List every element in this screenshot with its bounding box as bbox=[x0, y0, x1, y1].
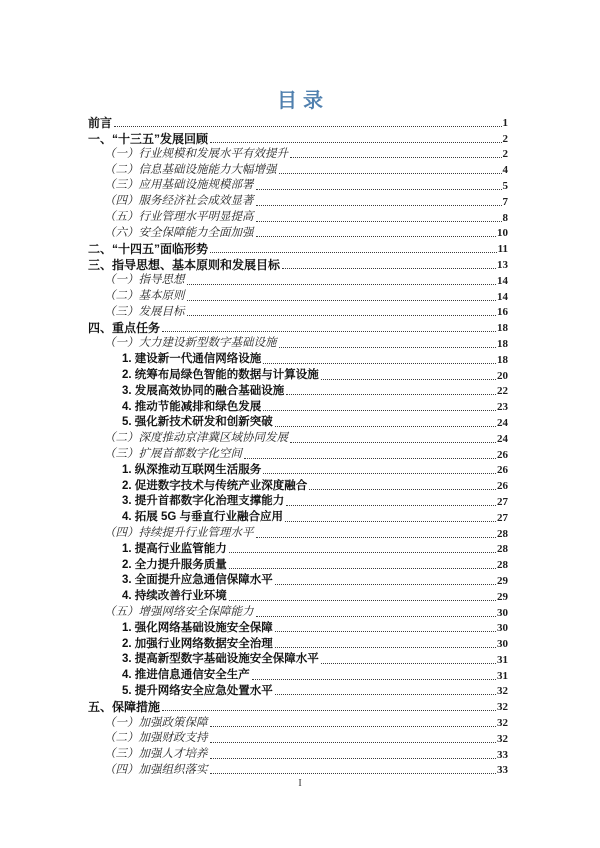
toc-entry-label: 4. 持续改善行业环境 bbox=[122, 590, 227, 603]
toc-leader-dots bbox=[290, 157, 502, 158]
toc-entry-label: （五）增强网络安全保障能力 bbox=[104, 606, 254, 618]
page-footer-number: I bbox=[298, 778, 302, 789]
toc-leader-dots bbox=[210, 252, 497, 253]
toc-leader-dots bbox=[290, 442, 496, 443]
toc-entry-label: （三）发展目标 bbox=[104, 305, 185, 318]
toc-entry-label: （三）应用基础设施规模部署 bbox=[104, 179, 254, 192]
toc-entry bbox=[88, 256, 508, 272]
toc-entry bbox=[88, 509, 508, 525]
toc-title: 目录 bbox=[277, 90, 329, 112]
toc-entry-label: 2. 全力提升服务质量 bbox=[122, 558, 227, 571]
toc-entry-label: （二）加强财政支持 bbox=[104, 732, 208, 745]
toc-entry bbox=[88, 335, 508, 351]
toc-leader-dots bbox=[286, 505, 496, 506]
toc-entry-label: 四、重点任务 bbox=[88, 321, 161, 336]
toc-leader-dots bbox=[229, 600, 496, 601]
toc-entry-page-number: 20 bbox=[497, 369, 508, 382]
toc-entry-page-number: 28 bbox=[497, 543, 508, 556]
toc-leader-dots bbox=[256, 221, 502, 222]
toc-entry-page-number: 32 bbox=[497, 732, 508, 745]
toc-entry-page-number: 10 bbox=[497, 227, 508, 240]
toc-entry bbox=[88, 319, 508, 335]
toc-entry-page-number: 31 bbox=[497, 669, 508, 682]
toc-entry-page-number: 32 bbox=[497, 701, 508, 714]
toc-entry-label: 2. 加强行业网络数据安全治理 bbox=[122, 637, 273, 650]
toc-entry-label: （一）大力建设新型数字基础设施 bbox=[104, 337, 277, 350]
toc-entry-page-number: 1 bbox=[502, 116, 508, 129]
toc-entry bbox=[88, 714, 508, 730]
toc-leader-dots bbox=[162, 710, 496, 711]
toc-entry-page-number: 30 bbox=[497, 622, 508, 635]
toc-leader-dots bbox=[210, 773, 497, 774]
toc-entry-page-number: 33 bbox=[497, 748, 508, 761]
toc-leader-dots bbox=[256, 616, 497, 617]
toc-entry bbox=[88, 383, 508, 399]
toc-leader-dots bbox=[286, 394, 496, 395]
toc-entry-label: 4. 推进信息通信安全生产 bbox=[122, 669, 250, 682]
toc-entry bbox=[88, 146, 508, 162]
toc-entry bbox=[88, 240, 508, 256]
toc-entry bbox=[88, 414, 508, 430]
toc-entry-label: 1. 提高行业监管能力 bbox=[122, 542, 227, 555]
toc-entry bbox=[88, 193, 508, 209]
toc-entry-page-number: 24 bbox=[497, 416, 508, 429]
toc-entry-page-number: 26 bbox=[497, 480, 508, 493]
toc-entry bbox=[88, 351, 508, 367]
toc-entry bbox=[88, 525, 508, 541]
toc-leader-dots bbox=[187, 284, 497, 285]
toc-entry-page-number: 23 bbox=[497, 401, 508, 414]
toc-entry bbox=[88, 635, 508, 651]
toc-entry-label: 3. 提升首都数字化治理支撑能力 bbox=[122, 495, 285, 508]
toc-leader-dots bbox=[275, 584, 496, 585]
toc-entry-page-number: 28 bbox=[497, 527, 508, 540]
toc-entry-page-number: 14 bbox=[497, 290, 508, 303]
toc-entry-label: 3. 提高新型数字基础设施安全保障水平 bbox=[122, 653, 319, 666]
toc-entry-label: 五、保障措施 bbox=[88, 700, 161, 715]
toc-entry-page-number: 33 bbox=[497, 764, 508, 777]
toc-entry bbox=[88, 493, 508, 509]
toc-entry-page-number: 32 bbox=[497, 717, 508, 730]
toc-leader-dots bbox=[275, 631, 496, 632]
toc-leader-dots bbox=[275, 426, 496, 427]
toc-leader-dots bbox=[162, 331, 496, 332]
toc-entry bbox=[88, 398, 508, 414]
toc-leader-dots bbox=[187, 300, 497, 301]
toc-leader-dots bbox=[256, 205, 502, 206]
toc-entry-label: 1. 建设新一代通信网络设施 bbox=[122, 353, 262, 366]
toc-entry-page-number: 18 bbox=[497, 353, 508, 366]
toc-entry-label: （四）服务经济社会成效显著 bbox=[104, 195, 254, 208]
toc-entry-page-number: 30 bbox=[497, 606, 508, 619]
toc-entry-label: （一）加强政策保障 bbox=[104, 716, 208, 729]
toc-leader-dots bbox=[263, 410, 496, 411]
toc-entry-page-number: 18 bbox=[497, 337, 508, 350]
toc-leader-dots bbox=[279, 173, 502, 174]
toc-entry-label: 4. 推动节能减排和绿色发展 bbox=[122, 400, 262, 413]
toc-leader-dots bbox=[256, 189, 502, 190]
toc-entry-page-number: 16 bbox=[497, 306, 508, 319]
toc-entry-label: 一、“十三五”发展回顾 bbox=[88, 131, 209, 146]
toc-entry-label: （五）行业管理水平明显提高 bbox=[104, 211, 254, 224]
toc-entry bbox=[88, 620, 508, 636]
toc-leader-dots bbox=[321, 663, 496, 664]
toc-leader-dots bbox=[256, 537, 497, 538]
toc-entry-page-number: 13 bbox=[497, 258, 508, 271]
toc-entry-label: 前言 bbox=[88, 115, 113, 130]
toc-entry-label: （三）扩展首都数字化空间 bbox=[104, 448, 242, 461]
toc-entry-label: （一）指导思想 bbox=[104, 274, 185, 287]
toc-entry-label: 5. 提升网络安全应急处置水平 bbox=[122, 684, 273, 697]
toc-entry bbox=[88, 698, 508, 714]
toc-entry bbox=[88, 604, 508, 620]
toc-entry bbox=[88, 114, 508, 130]
toc-entry bbox=[88, 225, 508, 241]
toc-entry bbox=[88, 556, 508, 572]
toc-entry-page-number: 5 bbox=[502, 179, 508, 192]
toc-entry-label: 2. 促进数字技术与传统产业深度融合 bbox=[122, 479, 308, 492]
toc-entry-label: （二）基本原则 bbox=[104, 290, 185, 303]
toc-entry-label: （一）行业规模和发展水平有效提升 bbox=[104, 147, 288, 160]
toc-entry-label: 1. 纵深推动互联网生活服务 bbox=[122, 463, 262, 476]
toc-entry-page-number: 4 bbox=[502, 164, 508, 177]
toc-leader-dots bbox=[321, 379, 496, 380]
toc-leader-dots bbox=[263, 363, 496, 364]
toc-entry bbox=[88, 572, 508, 588]
toc-entry bbox=[88, 762, 508, 778]
toc-entry-label: （六）安全保障能力全面加强 bbox=[104, 226, 254, 239]
toc-leader-dots bbox=[187, 315, 497, 316]
toc-entry bbox=[88, 304, 508, 320]
toc-entry-page-number: 32 bbox=[497, 685, 508, 698]
toc-leader-dots bbox=[256, 236, 497, 237]
toc-leader-dots bbox=[210, 742, 497, 743]
toc-entry-label: 二、“十四五”面临形势 bbox=[88, 242, 209, 257]
toc-leader-dots bbox=[282, 268, 496, 269]
toc-entry-page-number: 30 bbox=[497, 638, 508, 651]
toc-entry bbox=[88, 430, 508, 446]
toc-leader-dots bbox=[210, 726, 497, 727]
toc-entry bbox=[88, 651, 508, 667]
toc-entry-page-number: 2 bbox=[502, 132, 508, 145]
toc-entry-label: 三、指导思想、基本原则和发展目标 bbox=[88, 257, 281, 272]
toc-entry bbox=[88, 462, 508, 478]
toc-leader-dots bbox=[285, 521, 496, 522]
toc-entry-page-number: 29 bbox=[497, 590, 508, 603]
toc-entry bbox=[88, 667, 508, 683]
toc-entry bbox=[88, 541, 508, 557]
toc-entry-label: （四）持续提升行业管理水平 bbox=[104, 527, 254, 540]
toc-entry bbox=[88, 209, 508, 225]
toc-leader-dots bbox=[210, 142, 501, 143]
toc-entry bbox=[88, 446, 508, 462]
toc-entry-page-number: 11 bbox=[497, 243, 508, 256]
toc-entry-page-number: 24 bbox=[497, 432, 508, 445]
toc-leader-dots bbox=[252, 679, 496, 680]
toc-entry bbox=[88, 130, 508, 146]
toc-entry-label: 2. 统筹布局绿色智能的数据与计算设施 bbox=[122, 369, 319, 382]
toc-leader-dots bbox=[275, 694, 496, 695]
toc-entry bbox=[88, 288, 508, 304]
toc-leader-dots bbox=[263, 473, 496, 474]
toc-entry-page-number: 18 bbox=[497, 322, 508, 335]
toc-leader-dots bbox=[244, 458, 496, 459]
toc-leader-dots bbox=[210, 758, 497, 759]
toc-entry-page-number: 27 bbox=[497, 511, 508, 524]
toc-entry-page-number: 14 bbox=[497, 274, 508, 287]
toc-entry-label: 4. 拓展 5G 与垂直行业融合应用 bbox=[122, 511, 284, 524]
toc-entry bbox=[88, 588, 508, 604]
toc-entry-label: （四）加强组织落实 bbox=[104, 763, 208, 776]
toc-entry bbox=[88, 683, 508, 699]
toc-leader-dots bbox=[229, 568, 496, 569]
toc-entry-page-number: 8 bbox=[502, 211, 508, 224]
toc-entry bbox=[88, 367, 508, 383]
toc-entry-label: 3. 发展高效协同的融合基础设施 bbox=[122, 384, 285, 397]
toc-leader-dots bbox=[275, 647, 496, 648]
toc-entry bbox=[88, 161, 508, 177]
toc-entry bbox=[88, 177, 508, 193]
toc-entry-label: （二）深度推动京津冀区域协同发展 bbox=[104, 432, 288, 445]
toc-entry-label: （二）信息基础设施能力大幅增强 bbox=[104, 163, 277, 176]
toc-entry bbox=[88, 746, 508, 762]
toc-entry bbox=[88, 477, 508, 493]
toc-entry-label: 1. 强化网络基础设施安全保障 bbox=[122, 621, 273, 634]
toc-leader-dots bbox=[279, 347, 497, 348]
toc-list bbox=[88, 114, 508, 777]
toc-entry-label: 3. 全面提升应急通信保障水平 bbox=[122, 574, 273, 587]
toc-entry-label: （三）加强人才培养 bbox=[104, 748, 208, 761]
toc-entry-page-number: 31 bbox=[497, 653, 508, 666]
toc-entry-page-number: 2 bbox=[502, 148, 508, 161]
toc-entry-page-number: 27 bbox=[497, 495, 508, 508]
toc-leader-dots bbox=[114, 126, 501, 127]
toc-entry bbox=[88, 730, 508, 746]
toc-entry-page-number: 7 bbox=[502, 195, 508, 208]
toc-leader-dots bbox=[229, 552, 496, 553]
toc-entry-page-number: 29 bbox=[497, 574, 508, 587]
toc-entry-page-number: 26 bbox=[497, 464, 508, 477]
toc-entry-page-number: 22 bbox=[497, 385, 508, 398]
toc-entry-page-number: 26 bbox=[497, 448, 508, 461]
toc-entry-page-number: 28 bbox=[497, 559, 508, 572]
toc-entry bbox=[88, 272, 508, 288]
toc-leader-dots bbox=[309, 489, 496, 490]
toc-entry-label: 5. 强化新技术研发和创新突破 bbox=[122, 416, 273, 429]
